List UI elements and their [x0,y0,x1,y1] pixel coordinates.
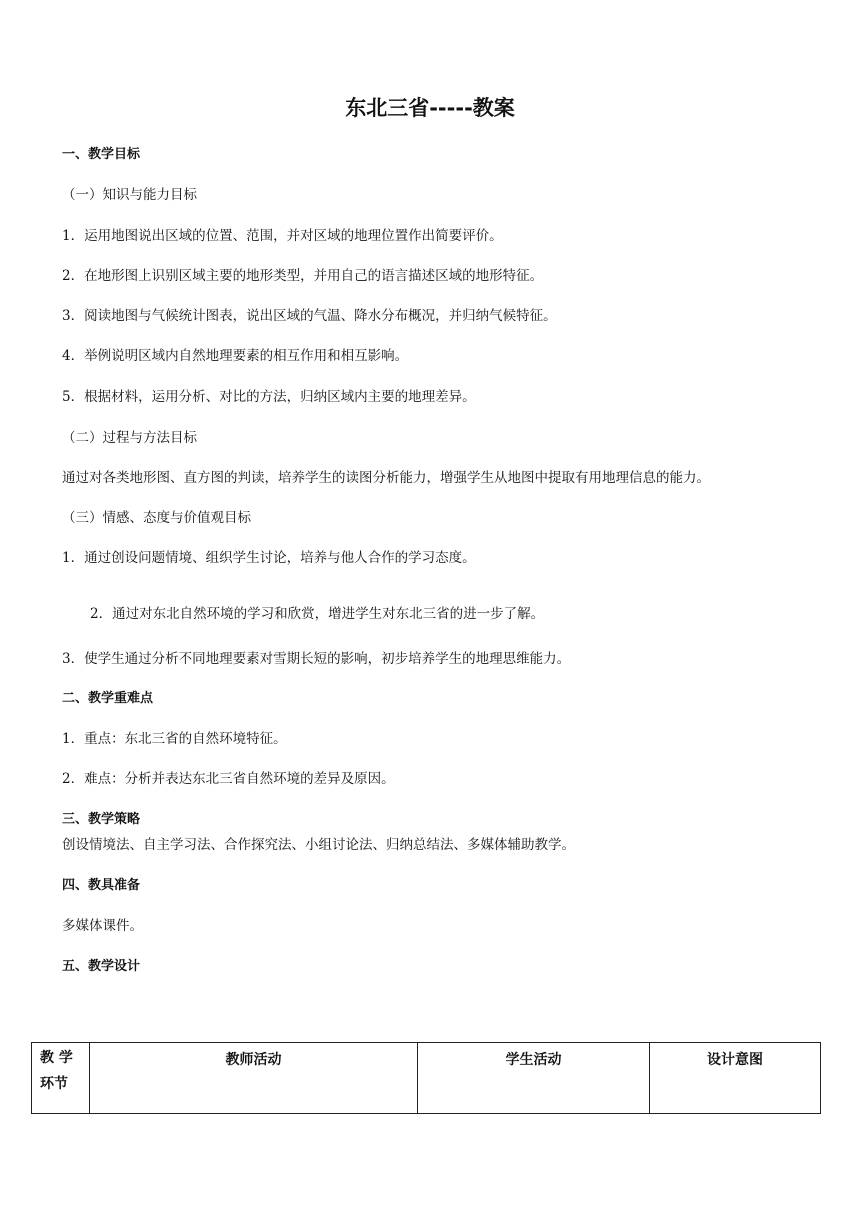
section-heading-materials: 四、教具准备 [62,878,141,893]
table-header-row [32,1043,821,1114]
objective-item: 1．运用地图说出区域的位置、范围，并对区域的地理位置作出简要评价。 [62,228,503,244]
section-heading-objectives: 一、教学目标 [62,147,141,162]
attitude-item: 1．通过创设问题情境、组织学生讨论，培养与他人合作的学习态度。 [62,550,476,566]
strategy-text: 创设情境法、自主学习法、合作探究法、小组讨论法、归纳总结法、多媒体辅助教学。 [62,837,575,853]
objective-item: 5．根据材料，运用分析、对比的方法，归纳区域内主要的地理差异。 [62,389,476,405]
table-header-intent: 设计意图 [650,1043,821,1114]
objective-item: 3．阅读地图与气候统计图表，说出区域的气温、降水分布概况，并归纳气候特征。 [62,308,557,324]
objective-item: 4．举例说明区域内自然地理要素的相互作用和相互影响。 [62,348,409,364]
process-text: 通过对各类地形图、直方图的判读，培养学生的读图分析能力，增强学生从地图中提取有用地理信息的能力。 [62,470,710,486]
section-heading-strategy: 三、教学策略 [62,812,141,827]
subheading-process: （二）过程与方法目标 [62,430,197,446]
teaching-design-table [31,1042,821,1114]
table-header-stage [32,1043,90,1114]
subheading-knowledge: （一）知识与能力目标 [62,187,197,203]
objective-item: 2．在地形图上识别区域主要的地形类型，并用自己的语言描述区域的地形特征。 [62,268,544,284]
materials-text: 多媒体课件。 [62,918,143,934]
attitude-item: 3．使学生通过分析不同地理要素对雪期长短的影响，初步培养学生的地理思维能力。 [62,651,571,667]
section-heading-design: 五、教学设计 [62,959,141,974]
attitude-item: 2．通过对东北自然环境的学习和欣赏，增进学生对东北三省的进一步了解。 [90,606,545,622]
section-heading-key-points: 二、教学重难点 [62,691,154,706]
table-header-teacher: 教师活动 [90,1043,418,1114]
subheading-attitude: （三）情感、态度与价值观目标 [62,510,251,526]
table-header-stage-line2: 环节 [40,1076,68,1092]
table-header-stage-line1: 教 学 [40,1050,73,1066]
key-point-item: 2．难点：分析并表达东北三省自然环境的差异及原因。 [62,771,395,787]
key-point-item: 1．重点：东北三省的自然环境特征。 [62,731,287,747]
table-header-student: 学生活动 [418,1043,650,1114]
document-title: 东北三省-----教案 [345,96,515,120]
